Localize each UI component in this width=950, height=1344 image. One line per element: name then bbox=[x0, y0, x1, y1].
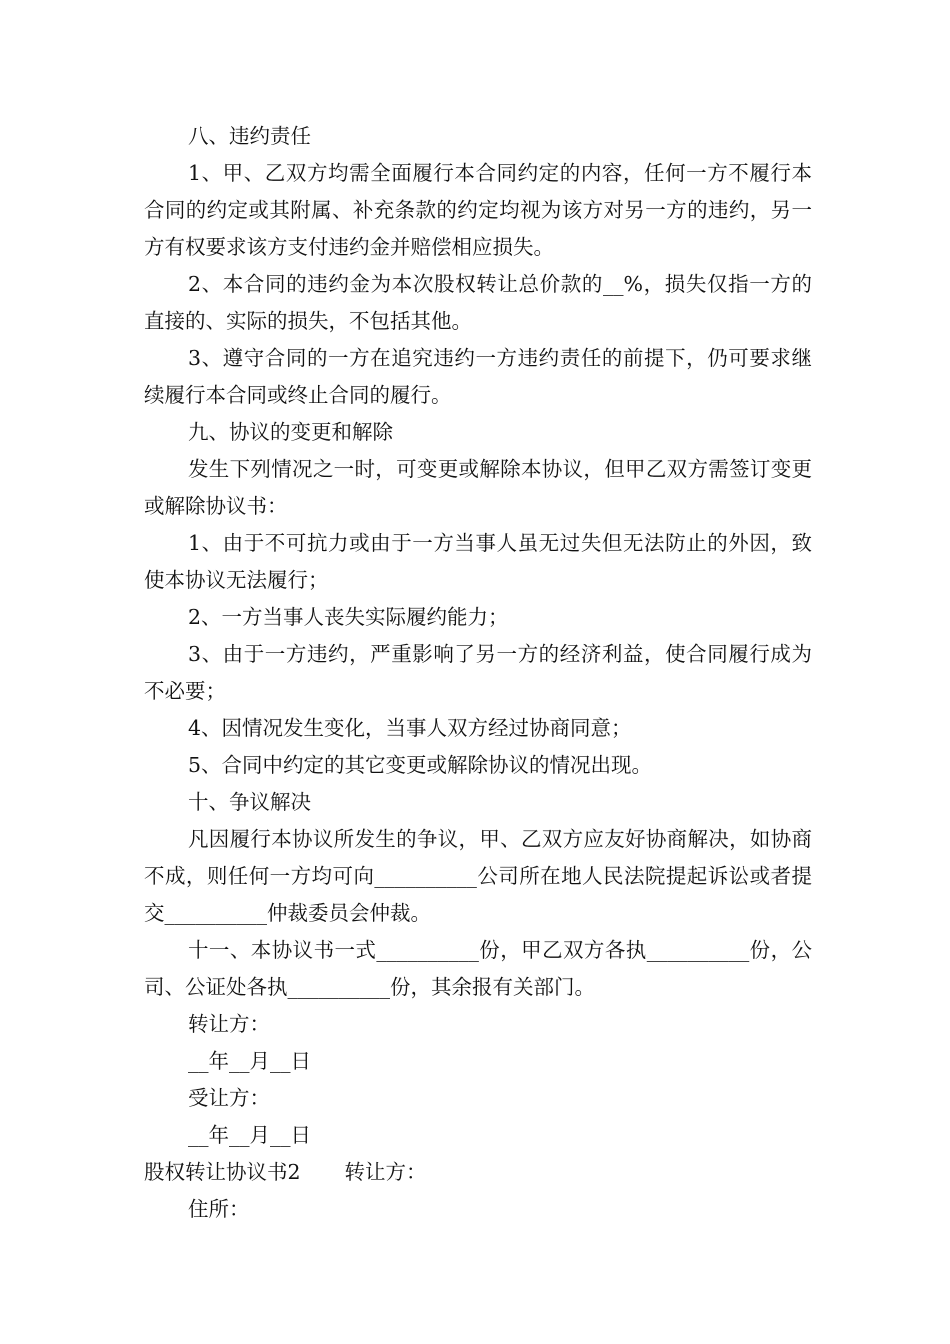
section-copies: 十一、本协议书一式__________份，甲乙双方各执__________份，公司、公证处各执__________份，其余报有关部门。 bbox=[144, 938, 812, 999]
next-agreement-title: 股权转让协议书2 bbox=[144, 1160, 301, 1184]
document-body bbox=[144, 118, 812, 1228]
clause-dispute: 凡因履行本协议所发生的争议，甲、乙双方应友好协商解决，如协商不成，则任何一方均可向__________公司所在地人民法院提起诉讼或者提交__________仲裁委员会仲裁。 bbox=[144, 827, 812, 925]
clause-breach-3: 3、遵守合同的一方在追究违约一方违约责任的前提下，仍可要求继续履行本合同或终止合同的履行。 bbox=[144, 346, 812, 407]
section-heading-dispute: 十、争议解决 bbox=[188, 790, 311, 814]
transferee-date: __年__月__日 bbox=[188, 1123, 311, 1147]
clause-breach-1: 1、甲、乙双方均需全面履行本合同约定的内容，任何一方不履行本合同的约定或其附属、补充条款的约定均视为该方对另一方的违约，另一方有权要求该方支付违约金并赔偿相应损失。 bbox=[144, 161, 812, 259]
address-label: 住所： bbox=[188, 1197, 250, 1221]
transferor-label: 转让方： bbox=[188, 1012, 270, 1036]
next-transferor-label: 转让方： bbox=[344, 1160, 427, 1184]
clause-change-4: 4、因情况发生变化，当事人双方经过协商同意； bbox=[188, 716, 632, 740]
section-heading-change: 九、协议的变更和解除 bbox=[188, 420, 393, 444]
clause-change-1: 1、由于不可抗力或由于一方当事人虽无过失但无法防止的外因，致使本协议无法履行； bbox=[144, 531, 812, 592]
section-heading-breach: 八、违约责任 bbox=[188, 124, 311, 148]
transferee-label: 受让方： bbox=[188, 1086, 270, 1110]
clause-change-2: 2、一方当事人丧失实际履约能力； bbox=[188, 605, 509, 629]
clause-change-5: 5、合同中约定的其它变更或解除协议的情况出现。 bbox=[188, 753, 653, 777]
transferor-date: __年__月__日 bbox=[188, 1049, 311, 1073]
clause-breach-2: 2、本合同的违约金为本次股权转让总价款的__%，损失仅指一方的直接的、实际的损失，不包括其他。 bbox=[144, 272, 812, 333]
clause-change-3: 3、由于一方违约，严重影响了另一方的经济利益，使合同履行成为不必要； bbox=[144, 642, 812, 703]
clause-change-intro: 发生下列情况之一时，可变更或解除本协议，但甲乙双方需签订变更或解除协议书： bbox=[144, 457, 812, 518]
next-agreement-line bbox=[144, 1154, 812, 1191]
